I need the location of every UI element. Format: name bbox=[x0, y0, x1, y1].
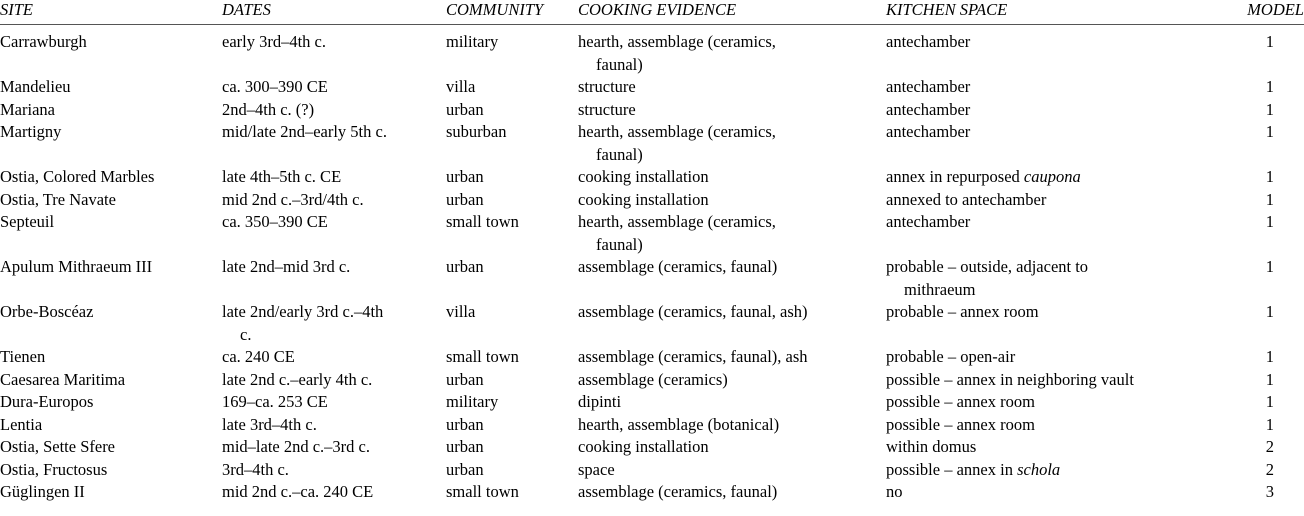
community-cell: military bbox=[446, 32, 499, 51]
site-cell: Martigny bbox=[0, 122, 62, 141]
cell-text: late 2nd c.–early 4th c. bbox=[222, 369, 373, 389]
dates-cell bbox=[222, 459, 446, 482]
model-cell: 1 bbox=[1265, 369, 1274, 389]
cell-text: ca. 300–390 CE bbox=[222, 77, 328, 96]
cell-text: late 2nd–mid 3rd c. bbox=[222, 257, 351, 276]
cell-text bbox=[886, 414, 1226, 437]
site-cell: Ostia, Tre Navate bbox=[0, 189, 116, 209]
table-row bbox=[0, 121, 1304, 166]
site-cell: Güglingen II bbox=[0, 482, 85, 501]
cell-text-part: within domus bbox=[886, 437, 977, 456]
site-cell: Lentia bbox=[0, 414, 43, 434]
dates-cell bbox=[222, 369, 446, 392]
dates-cell bbox=[222, 121, 446, 166]
cell-text bbox=[886, 189, 1226, 212]
community-cell: urban bbox=[446, 414, 484, 434]
cell-text-part: probable – outside, adjacent to bbox=[886, 257, 1089, 276]
cell-text bbox=[886, 369, 1226, 392]
cell-text bbox=[886, 76, 1226, 99]
dates-cell bbox=[222, 436, 446, 459]
cell-text: cooking installation bbox=[578, 189, 709, 209]
table-row bbox=[0, 481, 1304, 504]
cell-text-part: probable – open-air bbox=[886, 347, 1016, 366]
model-cell: 1 bbox=[1265, 167, 1274, 186]
community-cell: suburban bbox=[446, 122, 507, 141]
site-cell: Mandelieu bbox=[0, 77, 71, 96]
site-cell: Tienen bbox=[0, 347, 46, 366]
table-row bbox=[0, 436, 1304, 459]
cell-text: hearth, assemblage (botanical) bbox=[578, 414, 780, 434]
kitchen-space-cell bbox=[886, 346, 1226, 369]
cell-text-part: probable – annex room bbox=[886, 302, 1039, 321]
cell-text-part: annex in repurposed bbox=[886, 167, 1024, 186]
cell-text: early 3rd–4th c. bbox=[222, 32, 327, 51]
kitchen-space-cell bbox=[886, 459, 1226, 482]
community-cell: urban bbox=[446, 437, 484, 456]
cooking-evidence-cell bbox=[578, 121, 886, 166]
dates-cell bbox=[222, 301, 446, 346]
cell-text: hearth, assemblage (ceramics, bbox=[578, 212, 776, 231]
cell-text: mithraeum bbox=[904, 279, 976, 299]
kitchen-space-cell bbox=[886, 256, 1226, 301]
table-row bbox=[0, 391, 1304, 414]
cell-text bbox=[886, 301, 1226, 324]
cell-text: 3rd–4th c. bbox=[222, 459, 289, 479]
header-row bbox=[0, 0, 1304, 25]
cell-text: ca. 240 CE bbox=[222, 347, 295, 366]
dates-cell bbox=[222, 25, 446, 77]
model-cell: 3 bbox=[1265, 482, 1274, 501]
table-row bbox=[0, 369, 1304, 392]
cell-text-part: possible – annex in bbox=[886, 459, 1018, 479]
cell-text-part: antechamber bbox=[886, 77, 971, 96]
cell-text-part: no bbox=[886, 482, 903, 501]
model-cell: 1 bbox=[1265, 122, 1274, 141]
site-cell: Orbe-Boscéaz bbox=[0, 302, 94, 321]
model-cell: 1 bbox=[1265, 32, 1274, 51]
site-cell: Ostia, Sette Sfere bbox=[0, 437, 116, 456]
table-row bbox=[0, 256, 1304, 301]
cell-text: late 2nd/early 3rd c.–4th bbox=[222, 302, 384, 321]
cell-text: hearth, assemblage (ceramics, bbox=[578, 32, 776, 51]
kitchen-space-cell bbox=[886, 369, 1226, 392]
cell-text: faunal) bbox=[596, 144, 643, 164]
model-cell: 1 bbox=[1265, 414, 1274, 434]
table-body bbox=[0, 25, 1304, 504]
cell-text bbox=[886, 481, 1226, 504]
cell-text: assemblage (ceramics) bbox=[578, 369, 728, 389]
cooking-evidence-cell bbox=[578, 256, 886, 301]
site-cell: Ostia, Colored Marbles bbox=[0, 167, 155, 186]
cell-text-part: possible – annex room bbox=[886, 414, 1035, 434]
cell-text-part: antechamber bbox=[886, 99, 971, 119]
community-cell: urban bbox=[446, 99, 484, 119]
model-cell: 1 bbox=[1265, 212, 1274, 231]
community-cell: urban bbox=[446, 167, 484, 186]
kitchen-space-cell bbox=[886, 414, 1226, 437]
table-row bbox=[0, 99, 1304, 122]
cell-text: mid–late 2nd c.–3rd c. bbox=[222, 437, 371, 456]
cell-text: space bbox=[578, 459, 615, 479]
cell-text: assemblage (ceramics, faunal) bbox=[578, 482, 778, 501]
dates-cell bbox=[222, 346, 446, 369]
kitchen-space-cell bbox=[886, 436, 1226, 459]
model-cell: 1 bbox=[1265, 302, 1274, 321]
community-cell: small town bbox=[446, 212, 519, 231]
site-cell: Mariana bbox=[0, 99, 55, 119]
table-row bbox=[0, 346, 1304, 369]
column-header-kitchen-space: KITCHEN SPACE bbox=[886, 0, 1226, 25]
community-cell: urban bbox=[446, 257, 484, 276]
cell-text bbox=[886, 211, 1226, 234]
cell-text-part: possible – annex in neighboring vault bbox=[886, 369, 1134, 389]
table-row bbox=[0, 211, 1304, 256]
community-cell: villa bbox=[446, 302, 476, 321]
kitchen-space-cell bbox=[886, 481, 1226, 504]
cell-text: cooking installation bbox=[578, 437, 709, 456]
cell-text: 2nd–4th c. (?) bbox=[222, 99, 315, 119]
model-cell: 2 bbox=[1265, 437, 1274, 456]
cell-text-part: annexed to antechamber bbox=[886, 189, 1047, 209]
dates-cell bbox=[222, 211, 446, 256]
table-row bbox=[0, 76, 1304, 99]
dates-cell bbox=[222, 166, 446, 189]
cell-text: hearth, assemblage (ceramics, bbox=[578, 122, 776, 141]
cooking-evidence-cell bbox=[578, 301, 886, 346]
cell-text: faunal) bbox=[596, 54, 643, 74]
community-cell: urban bbox=[446, 189, 484, 209]
cooking-evidence-cell bbox=[578, 481, 886, 504]
cell-text: mid 2nd c.–ca. 240 CE bbox=[222, 482, 374, 501]
cell-text-part: antechamber bbox=[886, 122, 971, 141]
cooking-evidence-cell bbox=[578, 211, 886, 256]
community-cell: small town bbox=[446, 347, 519, 366]
column-header-cooking-evidence: COOKING EVIDENCE bbox=[578, 0, 886, 25]
cell-text-part: antechamber bbox=[886, 32, 971, 51]
cooking-evidence-cell bbox=[578, 189, 886, 212]
cooking-evidence-cell bbox=[578, 99, 886, 122]
model-cell: 1 bbox=[1265, 77, 1274, 96]
model-cell: 1 bbox=[1265, 189, 1274, 209]
dates-cell bbox=[222, 99, 446, 122]
cell-text: assemblage (ceramics, faunal), ash bbox=[578, 347, 808, 366]
table-row bbox=[0, 459, 1304, 482]
community-cell: urban bbox=[446, 369, 484, 389]
column-header-dates: DATES bbox=[222, 0, 446, 25]
kitchen-space-cell bbox=[886, 76, 1226, 99]
dates-cell bbox=[222, 481, 446, 504]
cooking-evidence-cell bbox=[578, 436, 886, 459]
cooking-evidence-cell bbox=[578, 391, 886, 414]
cell-text: late 4th–5th c. CE bbox=[222, 167, 342, 186]
column-header-community: COMMUNITY bbox=[446, 0, 578, 25]
cell-text bbox=[886, 436, 1226, 459]
cell-text bbox=[886, 346, 1226, 369]
kitchen-space-cell bbox=[886, 25, 1226, 77]
cell-text bbox=[886, 166, 1226, 189]
cell-text: dipinti bbox=[578, 392, 622, 411]
community-cell: small town bbox=[446, 482, 519, 501]
kitchen-space-cell bbox=[886, 211, 1226, 256]
cell-text: cooking installation bbox=[578, 167, 709, 186]
kitchen-space-cell bbox=[886, 301, 1226, 346]
cell-text: structure bbox=[578, 77, 636, 96]
cell-text: c. bbox=[240, 324, 252, 344]
cooking-evidence-cell bbox=[578, 166, 886, 189]
site-cell: Caesarea Maritima bbox=[0, 369, 126, 389]
italic-term: caupona bbox=[1023, 167, 1081, 186]
cell-text bbox=[886, 121, 1226, 144]
kitchen-space-cell bbox=[886, 189, 1226, 212]
site-cell: Ostia, Fructosus bbox=[0, 459, 108, 479]
model-cell: 1 bbox=[1265, 347, 1274, 366]
cell-text-part: possible – annex room bbox=[886, 392, 1035, 411]
cooking-evidence-cell bbox=[578, 346, 886, 369]
dates-cell bbox=[222, 391, 446, 414]
kitchen-space-cell bbox=[886, 166, 1226, 189]
community-cell: villa bbox=[446, 77, 476, 96]
cell-text: ca. 350–390 CE bbox=[222, 212, 328, 231]
kitchen-space-cell bbox=[886, 99, 1226, 122]
cell-text: mid/late 2nd–early 5th c. bbox=[222, 122, 387, 141]
cooking-evidence-cell bbox=[578, 369, 886, 392]
dates-cell bbox=[222, 414, 446, 437]
dates-cell bbox=[222, 189, 446, 212]
site-cell: Apulum Mithraeum III bbox=[0, 257, 153, 276]
cell-text: mid 2nd c.–3rd/4th c. bbox=[222, 189, 364, 209]
cell-text: faunal) bbox=[596, 234, 643, 254]
model-cell: 2 bbox=[1265, 459, 1274, 479]
column-header-site: SITE bbox=[0, 0, 222, 25]
model-cell: 1 bbox=[1265, 99, 1274, 119]
cell-text bbox=[886, 256, 1226, 279]
cooking-evidence-cell bbox=[578, 459, 886, 482]
table-row bbox=[0, 166, 1304, 189]
cell-text-part: antechamber bbox=[886, 212, 971, 231]
cell-text bbox=[886, 99, 1226, 122]
cooking-evidence-cell bbox=[578, 414, 886, 437]
column-header-model: MODEL bbox=[1226, 0, 1304, 25]
cell-text: late 3rd–4th c. bbox=[222, 414, 317, 434]
cell-text: assemblage (ceramics, faunal) bbox=[578, 257, 778, 276]
community-cell: urban bbox=[446, 459, 484, 479]
table-row bbox=[0, 301, 1304, 346]
site-cell: Septeuil bbox=[0, 212, 55, 231]
dates-cell bbox=[222, 256, 446, 301]
dates-cell bbox=[222, 76, 446, 99]
table-row bbox=[0, 414, 1304, 437]
model-cell: 1 bbox=[1265, 257, 1274, 276]
cell-text: assemblage (ceramics, faunal, ash) bbox=[578, 302, 808, 321]
site-cell: Dura-Europos bbox=[0, 392, 94, 411]
site-cell: Carrawburgh bbox=[0, 32, 87, 51]
cooking-evidence-cell bbox=[578, 76, 886, 99]
table-row bbox=[0, 189, 1304, 212]
cell-text bbox=[886, 459, 1226, 482]
cell-text bbox=[886, 31, 1226, 54]
cooking-evidence-cell bbox=[578, 25, 886, 77]
model-cell: 1 bbox=[1265, 392, 1274, 411]
kitchen-space-cell bbox=[886, 121, 1226, 166]
kitchen-space-cell bbox=[886, 391, 1226, 414]
community-cell: military bbox=[446, 392, 499, 411]
cell-text bbox=[886, 391, 1226, 414]
italic-term: schola bbox=[1017, 459, 1061, 479]
table-row bbox=[0, 25, 1304, 77]
cell-text: structure bbox=[578, 99, 636, 119]
cell-text: 169–ca. 253 CE bbox=[222, 392, 328, 411]
